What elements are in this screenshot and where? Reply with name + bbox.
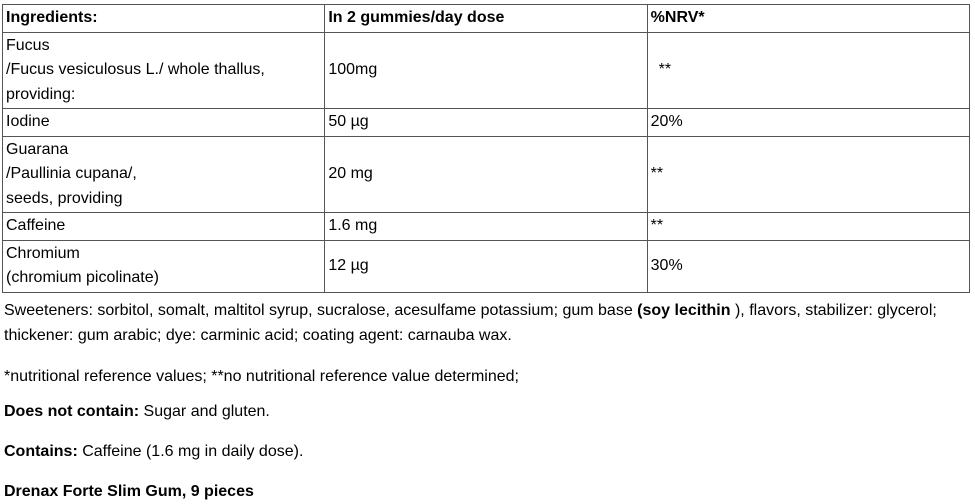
does-not-contain-value: Sugar and gluten. [139, 403, 270, 420]
sweeteners-before: Sweeteners: sorbitol, somalt, maltitol syrup, sucralose, acesulfame potassium; gum base [4, 302, 638, 319]
ingredient-line: Iodine [6, 113, 50, 130]
table-row [3, 240, 970, 292]
header-dose: In 2 gummies/day dose [325, 5, 647, 33]
ingredient-cell [3, 136, 325, 213]
nrv-cell: 30% [647, 240, 969, 292]
table-row [3, 213, 970, 241]
contains-value: Caffeine (1.6 mg in daily dose). [77, 443, 304, 460]
table-header-row [3, 5, 970, 33]
dose-cell: 100mg [325, 32, 647, 109]
ingredients-table [2, 4, 970, 293]
dose-cell: 12 µg [325, 240, 647, 292]
sweeteners-after: ), flavors, stabilizer: glycerol; thickener: gum arabic; dye: carminic acid; coating agent: carnauba wax. [4, 302, 937, 344]
nrv-cell [647, 32, 969, 109]
header-ingredients: Ingredients: [3, 5, 325, 33]
dose-cell: 50 µg [325, 109, 647, 137]
product-name [4, 479, 972, 504]
ingredient-cell [3, 109, 325, 137]
sweeteners-text [4, 298, 972, 348]
ingredient-line: seeds, providing [6, 189, 123, 207]
contains-label: Contains: [4, 443, 78, 460]
ingredient-line: Fucus [6, 36, 50, 54]
ingredient-line: Guarana [6, 140, 69, 158]
does-not-contain-label: Does not contain: [4, 403, 140, 420]
dose-cell: 1.6 mg [325, 213, 647, 241]
ingredient-line: Chromium [6, 244, 80, 262]
header-nrv: %NRV* [647, 5, 969, 33]
ingredient-cell [3, 213, 325, 241]
table-row [3, 32, 970, 109]
nrv-value: ** [658, 61, 672, 78]
ingredient-line: /Fucus vesiculosus L./ whole thallus, [6, 61, 265, 78]
ingredient-line: (chromium picolinate) [6, 269, 159, 286]
ingredient-line: providing: [6, 85, 76, 103]
ingredient-line: Caffeine [6, 217, 66, 234]
nrv-cell: ** [647, 213, 969, 241]
table-row [3, 109, 970, 137]
table-row [3, 136, 970, 213]
does-not-contain-text [4, 399, 972, 424]
nrv-footnote: *nutritional reference values; **no nutritional reference value determined; [4, 368, 519, 385]
sweeteners-allergen: (soy lecithin [637, 302, 731, 319]
ingredient-cell [3, 240, 325, 292]
product-name-label: Drenax Forte Slim Gum, 9 pieces [4, 483, 254, 500]
dose-cell: 20 mg [325, 136, 647, 213]
ingredient-cell [3, 32, 325, 109]
nrv-cell: 20% [647, 109, 969, 137]
ingredient-line: /Paullinia cupana/, [6, 165, 137, 182]
contains-text [4, 439, 972, 464]
nrv-cell: ** [647, 136, 969, 213]
